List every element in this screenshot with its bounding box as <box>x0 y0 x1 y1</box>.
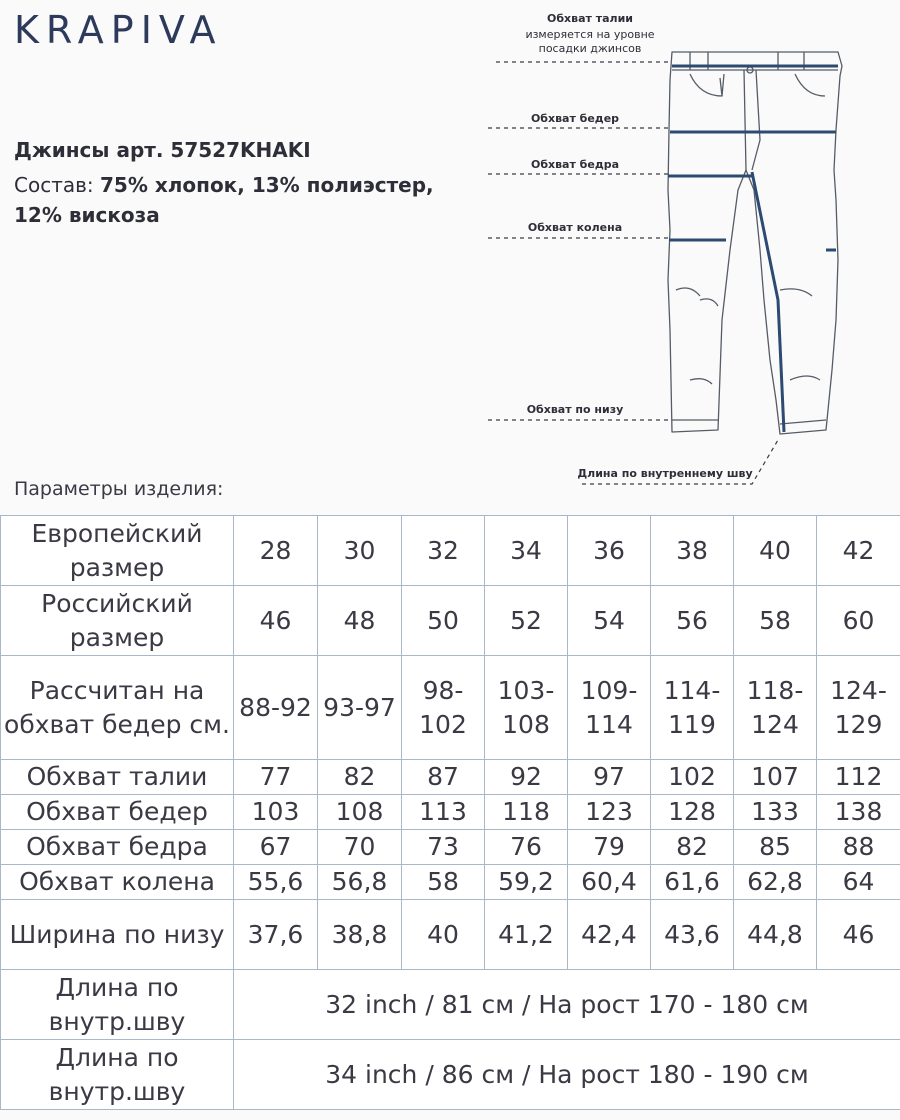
label-waist: Обхват талии <box>547 12 633 25</box>
row-label: Обхват бедер <box>1 795 234 830</box>
size-table <box>0 515 900 1110</box>
label-waist-note-1: измеряется на уровне <box>525 28 655 41</box>
table-cell: 32 <box>402 516 485 586</box>
table-cell: 42,4 <box>568 900 651 970</box>
table-cell: 59,2 <box>485 865 568 900</box>
table-cell: 61,6 <box>651 865 734 900</box>
label-hips: Обхват бедер <box>530 112 620 125</box>
table-cell: 48 <box>318 586 402 656</box>
table-cell: 87 <box>402 760 485 795</box>
table-row <box>1 760 900 795</box>
table-cell: 38,8 <box>318 900 402 970</box>
table-cell: 64 <box>817 865 900 900</box>
table-row <box>1 656 900 760</box>
table-cell: 42 <box>817 516 900 586</box>
table-cell: 56,8 <box>318 865 402 900</box>
table-cell: 34 <box>485 516 568 586</box>
table-cell: 62,8 <box>734 865 817 900</box>
table-cell: 138 <box>817 795 900 830</box>
table-cell: 79 <box>568 830 651 865</box>
table-cell: 43,6 <box>651 900 734 970</box>
table-cell: 40 <box>734 516 817 586</box>
table-cell: 41,2 <box>485 900 568 970</box>
length-row <box>1 970 900 1040</box>
table-row <box>1 830 900 865</box>
table-cell: 88-92 <box>234 656 318 760</box>
table-cell: 56 <box>651 586 734 656</box>
row-label: Рассчитан на обхват бедер см. <box>1 656 234 760</box>
label-bottom: Обхват по низу <box>526 403 624 416</box>
table-row <box>1 516 900 586</box>
table-cell: 70 <box>318 830 402 865</box>
row-label: Обхват талии <box>1 760 234 795</box>
composition-value: 75% хлопок, 13% полиэстер, 12% вискоза <box>14 173 434 227</box>
article-title: Джинсы арт. 57527KHAKI <box>14 138 311 162</box>
table-cell: 97 <box>568 760 651 795</box>
row-label: Длина по внутр.шву <box>1 1040 234 1110</box>
table-cell: 44,8 <box>734 900 817 970</box>
table-cell: 102 <box>651 760 734 795</box>
table-cell: 98-102 <box>402 656 485 760</box>
table-cell: 108 <box>318 795 402 830</box>
table-cell: 58 <box>734 586 817 656</box>
table-cell: 124-129 <box>817 656 900 760</box>
row-label: Обхват колена <box>1 865 234 900</box>
composition <box>14 170 444 230</box>
table-cell: 28 <box>234 516 318 586</box>
table-cell: 93-97 <box>318 656 402 760</box>
table-cell: 40 <box>402 900 485 970</box>
table-cell: 82 <box>318 760 402 795</box>
composition-label: Состав: <box>14 173 100 197</box>
table-cell: 85 <box>734 830 817 865</box>
brand-logo: KRAPIVA <box>14 8 223 52</box>
table-cell: 30 <box>318 516 402 586</box>
table-cell: 50 <box>402 586 485 656</box>
label-knee: Обхват колена <box>527 221 623 234</box>
table-cell: 92 <box>485 760 568 795</box>
table-cell: 118 <box>485 795 568 830</box>
row-label: Европейский размер <box>1 516 234 586</box>
label-waist-note-2: посадки джинсов <box>538 42 642 55</box>
table-row <box>1 900 900 970</box>
table-cell: 60 <box>817 586 900 656</box>
table-cell: 133 <box>734 795 817 830</box>
table-cell: 54 <box>568 586 651 656</box>
table-cell: 76 <box>485 830 568 865</box>
table-row <box>1 586 900 656</box>
table-cell: 118-124 <box>734 656 817 760</box>
table-cell: 109-114 <box>568 656 651 760</box>
table-cell: 52 <box>485 586 568 656</box>
table-cell: 103-108 <box>485 656 568 760</box>
table-cell: 37,6 <box>234 900 318 970</box>
table-cell: 46 <box>817 900 900 970</box>
table-cell: 112 <box>817 760 900 795</box>
label-inseam: Длина по внутреннему шву <box>577 467 753 480</box>
table-cell: 73 <box>402 830 485 865</box>
table-cell: 123 <box>568 795 651 830</box>
table-row <box>1 865 900 900</box>
length-cell: 34 inch / 86 см / На рост 180 - 190 см <box>234 1040 900 1110</box>
table-cell: 67 <box>234 830 318 865</box>
table-cell: 60,4 <box>568 865 651 900</box>
table-cell: 113 <box>402 795 485 830</box>
jeans-diagram <box>470 0 900 500</box>
table-cell: 38 <box>651 516 734 586</box>
table-cell: 36 <box>568 516 651 586</box>
table-cell: 46 <box>234 586 318 656</box>
length-cell: 32 inch / 81 см / На рост 170 - 180 см <box>234 970 900 1040</box>
table-cell: 58 <box>402 865 485 900</box>
table-cell: 82 <box>651 830 734 865</box>
table-cell: 55,6 <box>234 865 318 900</box>
row-label: Обхват бедра <box>1 830 234 865</box>
length-row <box>1 1040 900 1110</box>
table-row <box>1 795 900 830</box>
table-cell: 77 <box>234 760 318 795</box>
size-table-body <box>1 516 900 1110</box>
table-cell: 107 <box>734 760 817 795</box>
row-label: Ширина по низу <box>1 900 234 970</box>
table-cell: 128 <box>651 795 734 830</box>
label-thigh: Обхват бедра <box>530 158 620 171</box>
table-cell: 103 <box>234 795 318 830</box>
row-label: Российский размер <box>1 586 234 656</box>
table-cell: 88 <box>817 830 900 865</box>
table-cell: 114-119 <box>651 656 734 760</box>
params-title: Параметры изделия: <box>14 478 224 500</box>
row-label: Длина по внутр.шву <box>1 970 234 1040</box>
